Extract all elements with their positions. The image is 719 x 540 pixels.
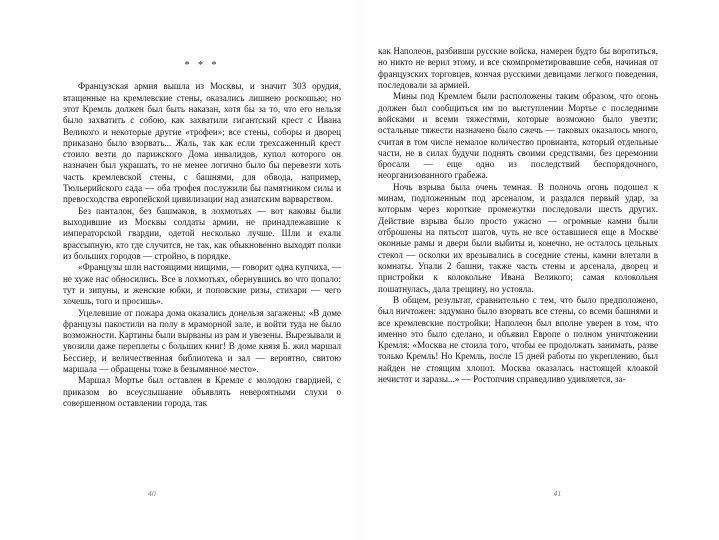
paragraph: Уцелевшие от пожара дома оказались донельзя загажены: «В доме французы пакостили на полу в мраморной зале, и войти туда не было возможности. Картины были вырваны из рам и увезены. Вырезывали и увозили даже переплеты с больших книг! В доме князя Б. жил маршал Бессиер, и величественная библиотека и зал — вероятно, свитою маршала — обращены тоже в безымянное место». (63, 307, 341, 375)
paragraph: Ночь взрыва была очень темная. В полночь огонь подошел к минам, подложенным под арсеналом, и раздался первый удар, за которым через короткие промежутки последовали шесть других. Действие взрыва было просто ужасно — огромные камни были отброшены на пятьсот шагов, чуть не все оставшиеся еще в Москве оконные рамы и двери были выбиты и, конечно, не осталось цельных стекол — осколки их врезывались в соседние стены, камни влетали в комнаты. Упали 2 башни, также часть стены и арсенала, дворец и пристройки к колокольне Ивана Великого; самая колокольня пошатнулась, дала трещину, но устояла. (378, 181, 658, 294)
paragraph: как Наполеон, разбивши русские войска, намерен будто бы воротиться, но никто не верил этому, и все скомпрометировавшие себя, начиная от французских торговцев, кончая русскими девицами легкого поведения, последовали за армией. (378, 46, 658, 90)
left-page-textblock (63, 60, 341, 409)
page-number: 40 (148, 489, 156, 498)
right-page-textblock (378, 46, 658, 385)
paragraph: Французская армия вышла из Москвы, и значит 303 орудия, втащенные на кремлевские стены, оказались лишнею роскошью; но этот Кремль должен был быть наказан, хотя бы за то, что его нельзя было захватить с собою, как захватили гигантский крест с Ивана Великого и некоторые другие «трофеи»; все стены, соборы и дворец приказано было взорвать... Жаль, так как если трехсаженный крест стоило везти до парижского Дома инвалидов, купол которого он назначен был украшать, то не менее логично было бы перевезти хоть часть кремлевской стены, с башнями, для обвода, например, Тюльерийского сада — оба трофея послужили бы памятником силы и превосходства европейской цивилизации над азиатским варварством. (63, 81, 341, 205)
section-separator: * * * (184, 60, 220, 71)
paragraph: Мины под Кремлем были расположены таким образом, что огонь должен был сообщиться им по выступлении Мортье с последними войсками и всеми тяжестями, которые возможно было увезти; остальные тяжести назначено было сжечь — таковых оказалось много, считая в том числе немалое количество провианта, который отдельные части, не в силах будучи поднять своими средствами, без церемонии бросали — еще одно из последствий беспорядочного, неорганизованного грабежа. (378, 91, 658, 181)
paragraph: Маршал Мортье был оставлен в Кремле с молодою гвардией, с приказом во всеуслышание объявлять невероятными слухи о совершенном оставлении города, так (63, 375, 341, 409)
page-number: 41 (553, 489, 562, 498)
paragraph: «Французы шли настоящими нищими, — говорит одна купчиха, — не хуже нас обносились. Все в лохмотьях, обернувшись во что попало: тут и зипуны, и женские юбки, и поповские ризы, стихари — чего хочешь, того и просишь». (63, 262, 341, 307)
right-page (360, 0, 719, 540)
paragraph: В общем, результат, сравнительно с тем, что было предположено, был ничтожен: задумано было взорвать все стены, со всеми башнями и все кремлевские постройки; Наполеон был вполне уверен в том, что именно это было сделано, и объявил Европе о полном уничтожении Кремля: «Москва не стоила того, чтобы ее продолжать занимать, разве только Кремль! Но Кремль, после 15 дней работы по укреплению, был найден не стоящим хлопот. Москва оказалась настоящей клоакой нечистот и заразы...» — Ростопчин справедливо удивляется, за- (378, 294, 658, 385)
paragraph: Без панталон, без башмаков, в лохмотьях — вот каковы были выходившие из Москвы солдаты армии, не принадлежавшие к императорской гвардии, одетой несколько лучше. Шли и ехали врассыпную, кто где случится, не так, как обыкновенно выходят полки из больших городов — стройно, в порядке. (63, 205, 341, 261)
